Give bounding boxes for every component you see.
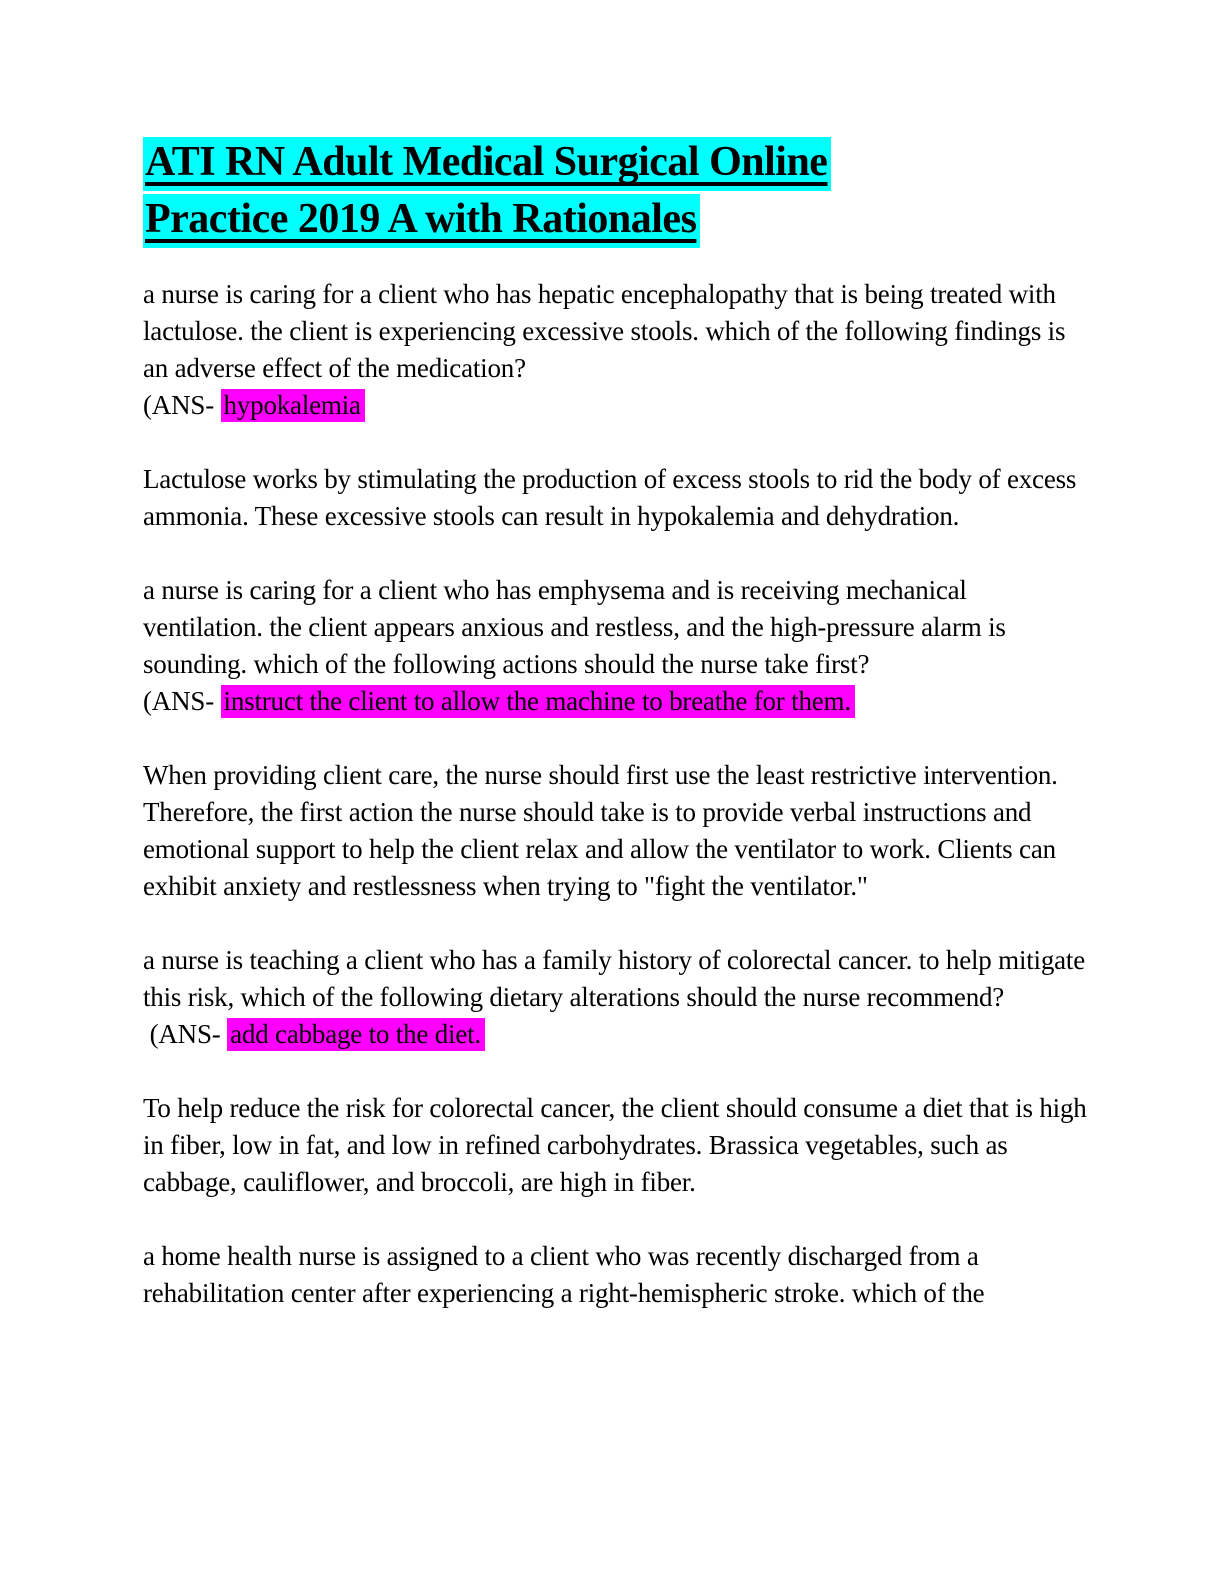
answer-line-3 (143, 1018, 485, 1051)
qa-block-3 (143, 942, 1093, 1053)
question-text-3: a nurse is teaching a client who has a family history of colorectal cancer. to help mitigate this risk, which of the following dietary alterations should the nurse recommend? (143, 945, 1086, 1012)
answer-prefix-3: (ANS- (143, 1019, 228, 1049)
answer-line-1 (143, 389, 365, 422)
title-line-1: ATI RN Adult Medical Surgical Online (143, 137, 831, 191)
question-text-1: a nurse is caring for a client who has hepatic encephalopathy that is being treated with lactulose. the client is experiencing excessive stools. which of the following findings is an adverse effect of the medication? (143, 279, 1066, 383)
question-text-2: a nurse is caring for a client who has emphysema and is receiving mechanical ventilation. the client appears anxious and restless, and the high-pressure alarm is sounding. which of the following actions should the nurse take first? (143, 575, 1006, 679)
answer-prefix-2: (ANS- (143, 686, 221, 716)
answer-highlight-3: add cabbage to the diet. (227, 1018, 485, 1051)
document-title (143, 134, 1093, 248)
rationale-2: When providing client care, the nurse should first use the least restrictive intervention. Therefore, the first action the nurse should take is to provide verbal instructions and emotional support to help the client relax and allow the ventilator to work. Clients can exhibit anxiety and restlessness when trying to "fight the ventilator." (143, 760, 1058, 901)
qa-block-2 (143, 572, 1093, 720)
answer-highlight-1: hypokalemia (221, 389, 365, 422)
rationale-3: To help reduce the risk for colorectal cancer, the client should consume a diet that is high in fiber, low in fat, and low in refined carbohydrates. Brassica vegetables, such as cabbage, cauliflower, and broccoli, are high in fiber. (143, 1093, 1087, 1197)
rationale-1: Lactulose works by stimulating the production of excess stools to rid the body of excess ammonia. These excessive stools can result in hypokalemia and dehydration. (143, 464, 1077, 531)
answer-prefix-1: (ANS- (143, 390, 221, 420)
answer-highlight-2: instruct the client to allow the machine to breathe for them. (221, 685, 855, 718)
question-text-4: a home health nurse is assigned to a client who was recently discharged from a rehabilitation center after experiencing a right-hemispheric stroke. which of the (143, 1241, 985, 1308)
title-line-1-wrap (143, 134, 1093, 191)
answer-line-2 (143, 685, 855, 718)
title-line-2: Practice 2019 A with Rationales (143, 194, 700, 248)
qa-block-1 (143, 276, 1093, 424)
title-line-2-wrap (143, 191, 1093, 248)
qa-block-4 (143, 1238, 1093, 1312)
